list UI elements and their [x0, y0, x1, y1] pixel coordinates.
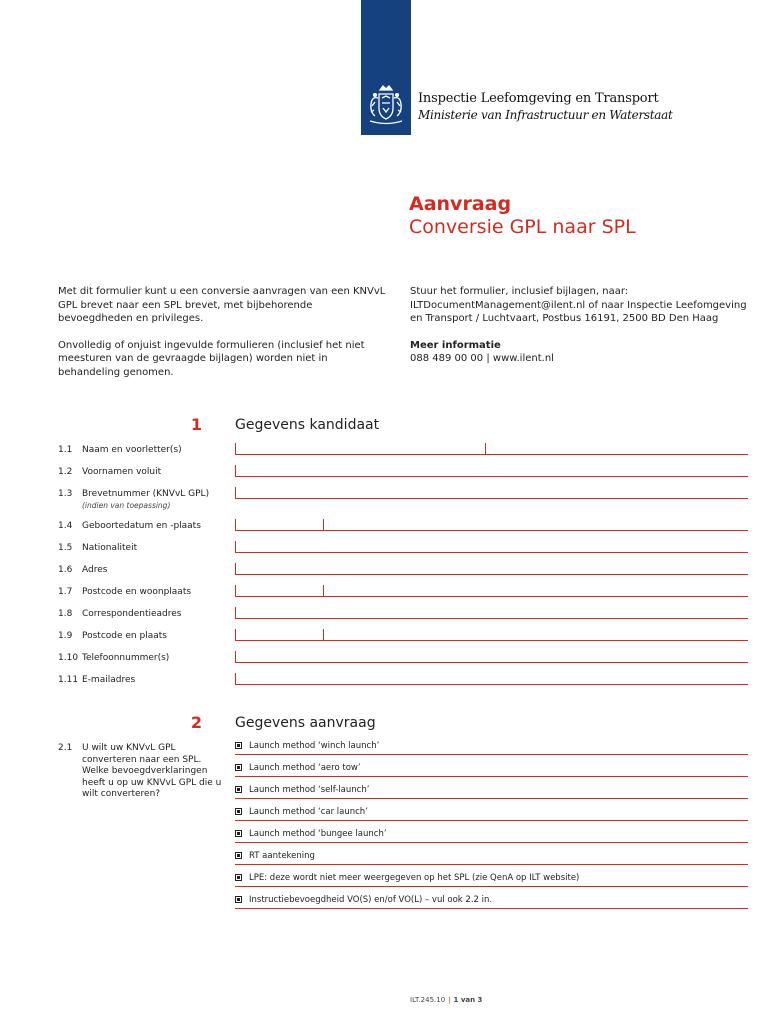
option-label: Launch method ‘aero tow’ [249, 763, 361, 773]
field-label-email: E-mailadres [82, 675, 136, 685]
field-label-postcode-place: Postcode en plaats [82, 631, 167, 641]
field-number: 1.2 [58, 467, 73, 477]
more-info-heading: Meer informatie [410, 339, 501, 351]
field-number: 1.5 [58, 543, 73, 553]
option-label: Launch method ‘self-launch’ [249, 785, 370, 795]
field-label-birth: Geboortedatum en -plaats [82, 521, 201, 531]
field-number: 1.6 [58, 565, 73, 575]
checkbox[interactable] [235, 830, 242, 837]
field-label-correspondence: Correspondentieadres [82, 609, 182, 619]
address-input-line[interactable] [235, 563, 748, 575]
option-label: RT aantekening [249, 851, 315, 861]
field-label-address: Adres [82, 565, 108, 575]
intro-left [58, 285, 388, 392]
contact-info: 088 489 00 00 | www.ilent.nl [410, 353, 554, 364]
footer-separator: | [448, 996, 451, 1004]
option-row [235, 807, 748, 821]
phone-input-line[interactable] [235, 651, 748, 663]
licence-number-input-line[interactable] [235, 487, 748, 499]
correspondence-input-line[interactable] [235, 607, 748, 619]
field-label-first-names: Voornamen voluit [82, 467, 162, 477]
option-label: Launch method ‘bungee launch’ [249, 829, 387, 839]
field-number: 1.9 [58, 631, 73, 641]
option-label: Launch method ‘car launch’ [249, 807, 368, 817]
field-sublabel: (indien van toepassing) [82, 501, 171, 510]
option-row [235, 763, 748, 777]
intro-right [410, 285, 755, 366]
nationality-input-line[interactable] [235, 541, 748, 553]
field-label-licence-number: Brevetnummer (KNVvL GPL) [82, 489, 210, 499]
field-divider [323, 629, 324, 641]
intro-paragraph-2: Onvolledig of onjuist ingevulde formulieren (inclusief het niet meesturen van de gevraagde bijlagen) worden niet in behandeling genomen. [58, 339, 365, 378]
field-divider [485, 443, 486, 455]
birth-input-line[interactable] [235, 519, 748, 531]
section-number-2: 2 [190, 713, 202, 732]
org-name: Inspectie Leefomgeving en Transport [418, 91, 659, 106]
option-label: Launch method ‘winch launch’ [249, 741, 380, 751]
coat-of-arms-icon [366, 84, 406, 126]
question-text: U wilt uw KNVvL GPL converteren naar een SPL. Welke bevoegdverklaringen heeft u op uw KNVvL GPL die u wilt converteren? [82, 743, 222, 799]
checkbox[interactable] [235, 742, 242, 749]
checkbox[interactable] [235, 808, 242, 815]
option-row [235, 829, 748, 843]
form-code: ILT.245.10 [410, 996, 446, 1004]
checkbox[interactable] [235, 874, 242, 881]
field-label-postcode-city: Postcode en woonplaats [82, 587, 192, 597]
postcode-place-input-line[interactable] [235, 629, 748, 641]
option-row [235, 785, 748, 799]
checkbox[interactable] [235, 852, 242, 859]
field-label-name: Naam en voorletter(s) [82, 445, 182, 455]
field-label-phone: Telefoonnummer(s) [82, 653, 170, 663]
email-input-line[interactable] [235, 673, 748, 685]
field-divider [323, 585, 324, 597]
field-number: 1.7 [58, 587, 73, 597]
option-label: LPE: deze wordt niet meer weergegeven op het SPL (zie QenA op ILT website) [249, 873, 580, 883]
field-divider [323, 519, 324, 531]
option-row [235, 741, 748, 755]
section-title-1: Gegevens kandidaat [235, 417, 380, 433]
ministry-name: Ministerie van Infrastructuur en Waterstaat [418, 108, 673, 122]
field-label-nationality: Nationaliteit [82, 543, 138, 553]
field-number: 1.4 [58, 521, 73, 531]
section-number-1: 1 [190, 415, 202, 434]
page-number: 1 van 3 [453, 996, 483, 1004]
option-row [235, 895, 748, 909]
question-number: 2.1 [58, 743, 73, 753]
postcode-city-input-line[interactable] [235, 585, 748, 597]
field-number: 1.1 [58, 445, 73, 455]
option-label: Instructiebevoegdheid VO(S) en/of VO(L) – vul ook 2.2 in. [249, 895, 493, 905]
section-title-2: Gegevens aanvraag [235, 715, 376, 731]
submission-instructions: Stuur het formulier, inclusief bijlagen, naar: ILTDocumentManagement@ilent.nl of naar Inspectie Leefomgeving en Transport / Luchtvaart, Postbus 16191, 2500 BD Den Haag [410, 286, 747, 324]
intro-paragraph-1: Met dit formulier kunt u een conversie aanvragen van een KNVvL GPL brevet naar een SPL brevet, met bijbehorende bevoegdheden en privileges. [58, 286, 386, 324]
field-number: 1.3 [58, 489, 73, 499]
logo-bar [361, 0, 411, 135]
field-number: 1.10 [58, 653, 79, 663]
checkbox[interactable] [235, 764, 242, 771]
field-number: 1.11 [58, 675, 79, 685]
option-row [235, 851, 748, 865]
form-subtitle: Conversie GPL naar SPL [409, 216, 636, 238]
name-input-line[interactable] [235, 443, 748, 455]
checkbox[interactable] [235, 896, 242, 903]
page-footer [410, 996, 482, 1004]
option-row [235, 873, 748, 887]
checkbox[interactable] [235, 786, 242, 793]
form-title: Aanvraag [409, 193, 512, 215]
first-names-input-line[interactable] [235, 465, 748, 477]
field-number: 1.8 [58, 609, 73, 619]
